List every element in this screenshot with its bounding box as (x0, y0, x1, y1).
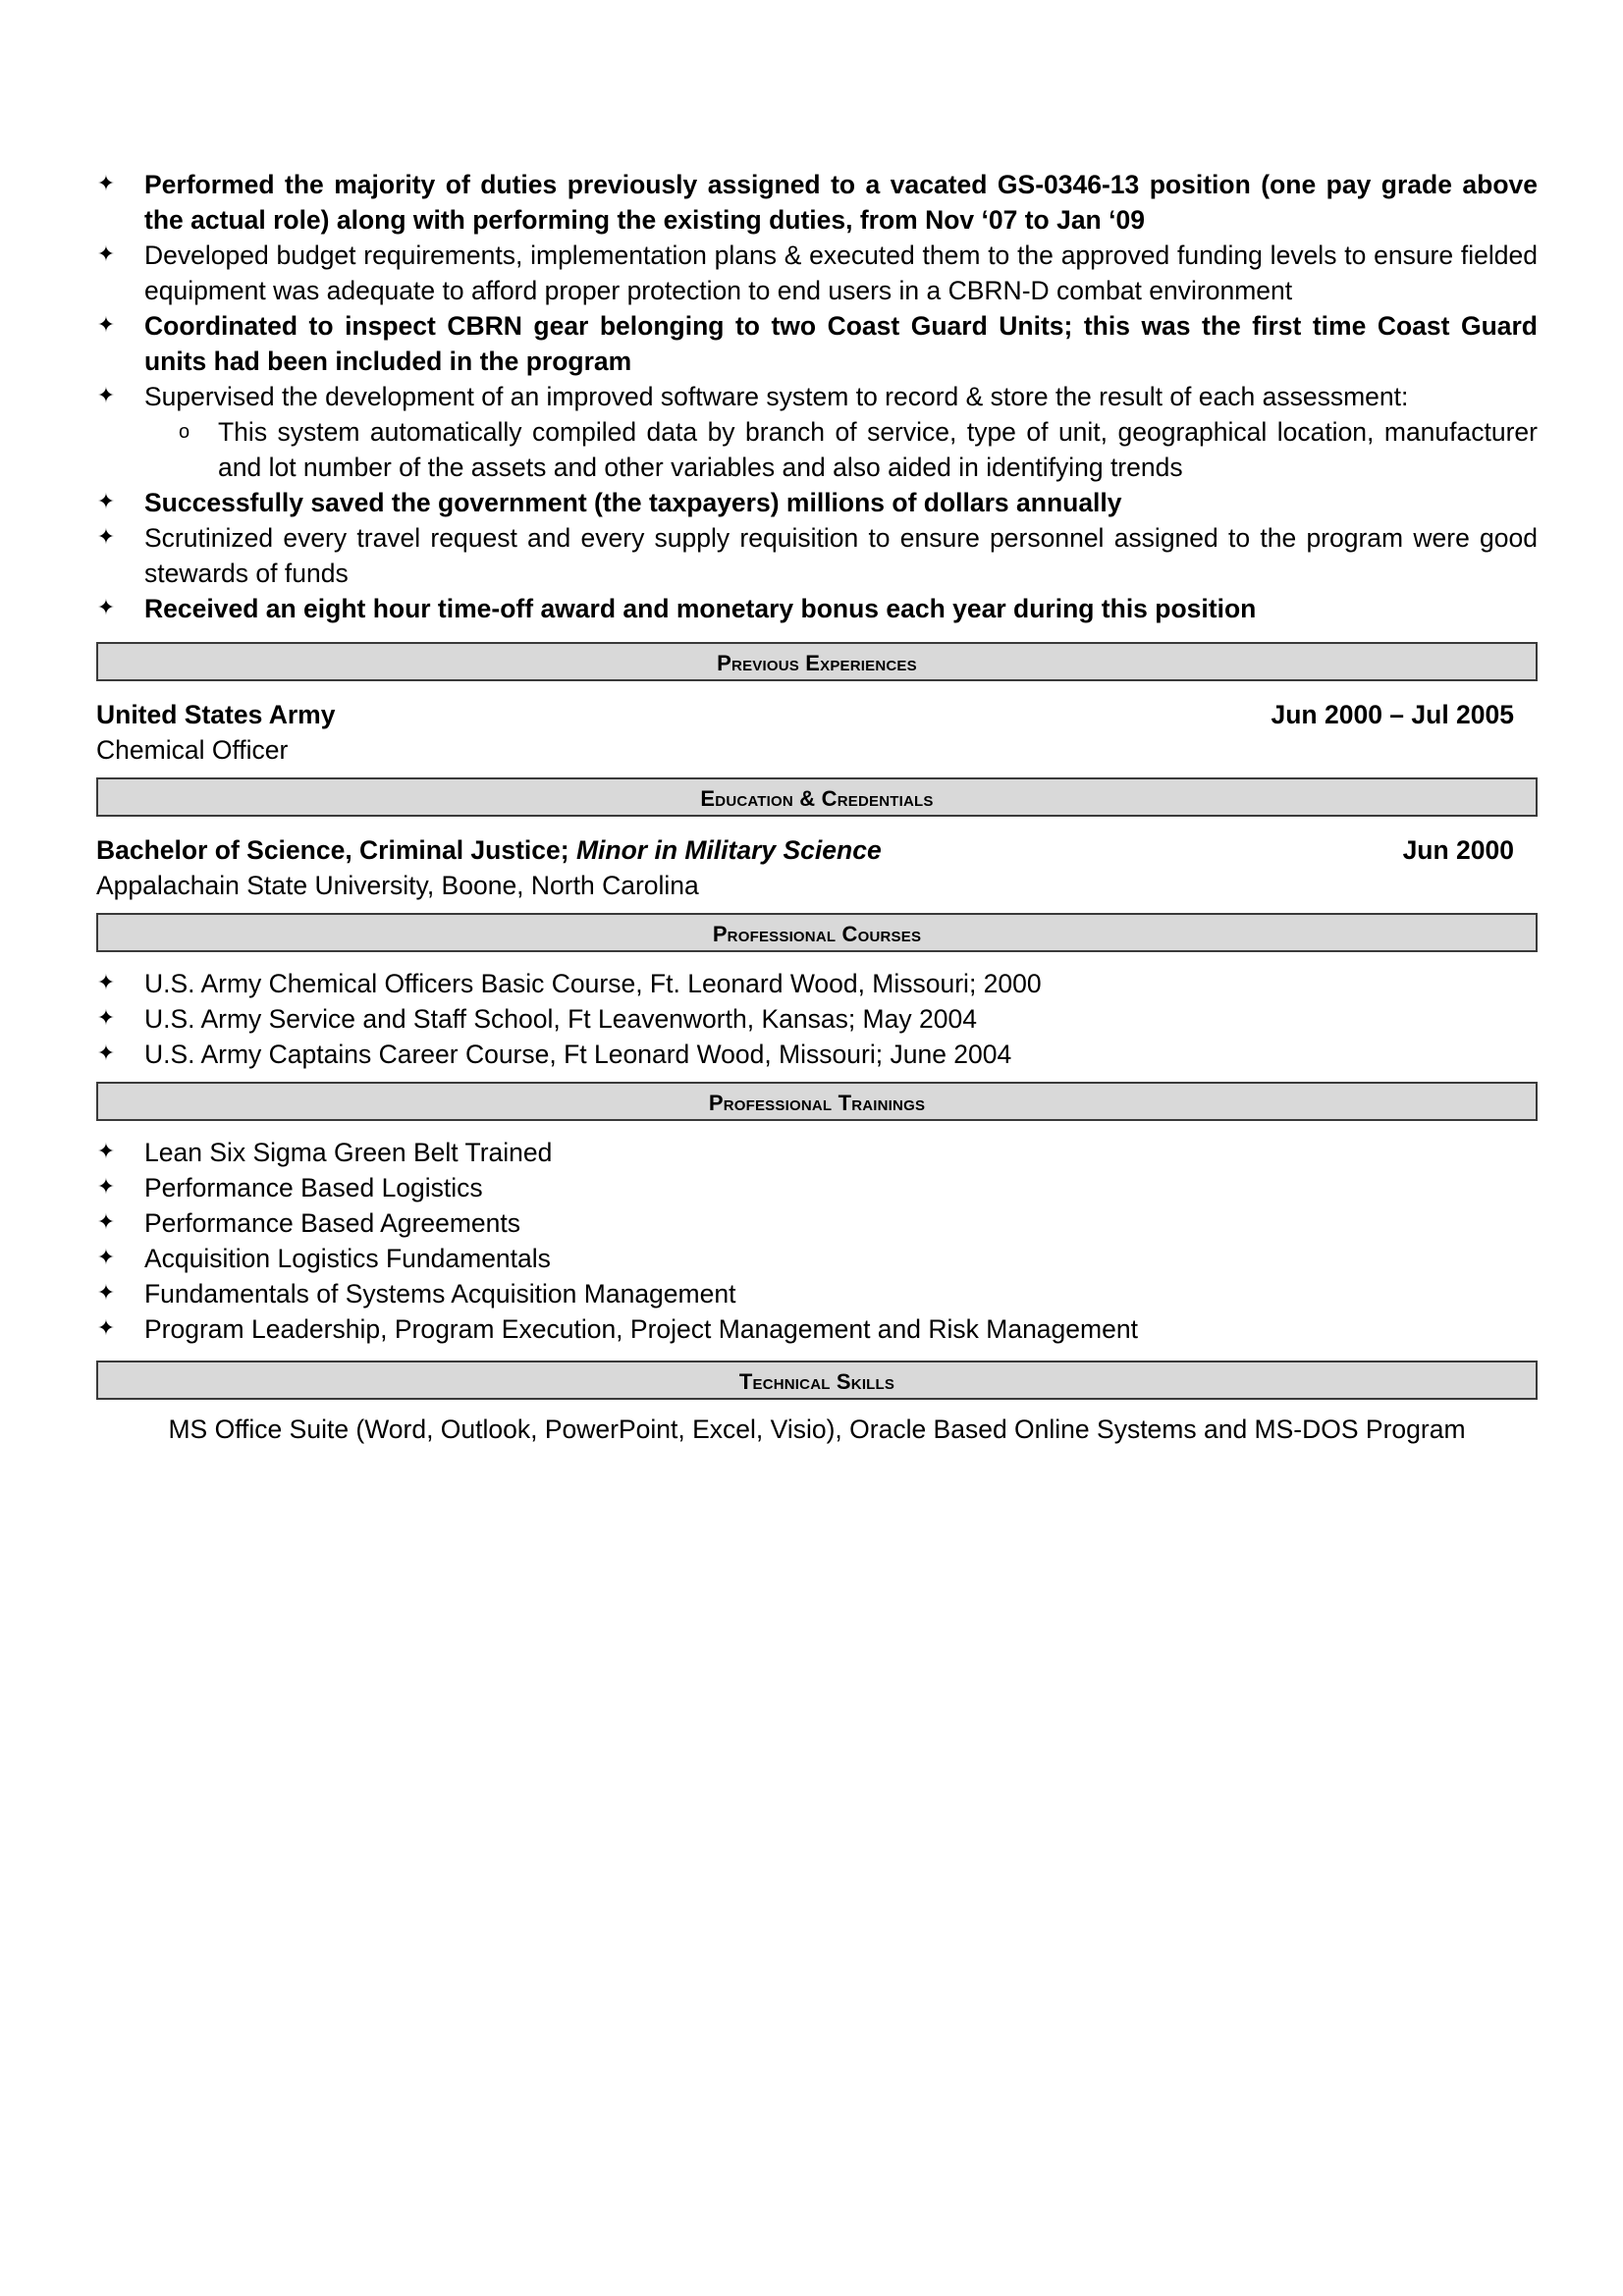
section-header-professional-courses (96, 913, 1538, 952)
course-item (96, 1001, 1538, 1037)
course-text: U.S. Army Captains Career Course, Ft Leonard Wood, Missouri; June 2004 (144, 1040, 1012, 1069)
four-point-star-bullet-icon: ✦ (96, 1175, 116, 1200)
training-text: Fundamentals of Systems Acquisition Management (144, 1279, 736, 1308)
achievement-text: Successfully saved the government (the taxpayers) millions of dollars annually (144, 488, 1122, 517)
four-point-star-bullet-icon: ✦ (96, 384, 116, 408)
achievement-item (96, 485, 1538, 520)
achievement-text: Scrutinized every travel request and every supply requisition to ensure personnel assigned to the program were good stewards of funds (144, 523, 1538, 588)
four-point-star-bullet-icon: ✦ (96, 490, 116, 514)
achievement-item (96, 591, 1538, 626)
achievement-item (96, 238, 1538, 308)
degree-line (96, 832, 882, 868)
section-header-technical-skills (96, 1361, 1538, 1400)
achievements-list (96, 167, 1538, 414)
four-point-star-bullet-icon: ✦ (96, 525, 116, 550)
achievement-text: Received an eight hour time-off award and monetary bonus each year during this position (144, 594, 1257, 623)
training-text: Performance Based Logistics (144, 1173, 483, 1202)
four-point-star-bullet-icon: ✦ (96, 172, 116, 196)
four-point-star-bullet-icon: ✦ (96, 596, 116, 620)
experience-entry (96, 697, 1538, 768)
circle-bullet-icon: o (179, 421, 190, 443)
course-item (96, 1037, 1538, 1072)
achievement-item (96, 379, 1538, 414)
training-text: Performance Based Agreements (144, 1208, 520, 1238)
course-text: U.S. Army Service and Staff School, Ft Leavenworth, Kansas; May 2004 (144, 1004, 977, 1034)
training-item (96, 1170, 1538, 1205)
employer-name: United States Army (96, 700, 336, 729)
job-role: Chemical Officer (96, 735, 289, 765)
school-name: Appalachain State University, Boone, North Carolina (96, 871, 699, 900)
technical-skills-text: MS Office Suite (Word, Outlook, PowerPoint, Excel, Visio), Oracle Based Online Systems and MS-DOS Program (168, 1415, 1466, 1444)
graduation-date: Jun 2000 (1402, 835, 1514, 865)
sub-bullet-text: This system automatically compiled data by branch of service, type of unit, geographical location, manufacturer and lot number of the assets and other variables and also aided in identifying trends (218, 417, 1538, 482)
four-point-star-bullet-icon: ✦ (96, 971, 116, 995)
training-text: Program Leadership, Program Execution, Project Management and Risk Management (144, 1314, 1138, 1344)
section-header-professional-trainings (96, 1082, 1538, 1121)
courses-list (96, 966, 1538, 1072)
resume-page (96, 167, 1538, 1447)
four-point-star-bullet-icon: ✦ (96, 242, 116, 267)
section-title: Technical Skills (738, 1369, 895, 1394)
trainings-list (96, 1135, 1538, 1347)
section-title: Previous Experiences (717, 651, 917, 675)
four-point-star-bullet-icon: ✦ (96, 1041, 116, 1066)
training-item (96, 1205, 1538, 1241)
achievements-list-continued (96, 485, 1538, 626)
achievement-text: Supervised the development of an improved software system to record & store the result of each assessment: (144, 382, 1409, 411)
four-point-star-bullet-icon: ✦ (96, 1246, 116, 1270)
section-header-previous-experiences (96, 642, 1538, 681)
section-title: Education & Credentials (700, 786, 934, 811)
sub-bullet-item (96, 414, 1538, 485)
four-point-star-bullet-icon: ✦ (96, 1316, 116, 1341)
training-item (96, 1311, 1538, 1347)
achievement-item (96, 308, 1538, 379)
four-point-star-bullet-icon: ✦ (96, 313, 116, 338)
achievement-item (96, 167, 1538, 238)
training-item (96, 1135, 1538, 1170)
four-point-star-bullet-icon: ✦ (96, 1281, 116, 1306)
four-point-star-bullet-icon: ✦ (96, 1210, 116, 1235)
training-text: Lean Six Sigma Green Belt Trained (144, 1138, 553, 1167)
education-header-row (96, 832, 1538, 868)
training-text: Acquisition Logistics Fundamentals (144, 1244, 551, 1273)
achievement-text: Developed budget requirements, implementation plans & executed them to the approved funding levels to ensure fielded equipment was adequate to afford proper protection to end users in a CBRN-D combat environment (144, 240, 1538, 305)
course-item (96, 966, 1538, 1001)
achievement-text: Coordinated to inspect CBRN gear belonging to two Coast Guard Units; this was the first time Coast Guard units had been included in the program (144, 311, 1538, 376)
course-text: U.S. Army Chemical Officers Basic Course, Ft. Leonard Wood, Missouri; 2000 (144, 969, 1042, 998)
section-title: Professional Trainings (708, 1091, 926, 1115)
employment-dates: Jun 2000 – Jul 2005 (1271, 700, 1514, 729)
section-header-education (96, 777, 1538, 817)
minor-name: Minor in Military Science (575, 835, 882, 865)
achievement-item (96, 520, 1538, 591)
experience-header-row (96, 697, 1538, 732)
training-item (96, 1241, 1538, 1276)
achievement-text: Performed the majority of duties previously assigned to a vacated GS-0346-13 position (one pay grade above the actual role) along with performing the existing duties, from Nov ‘07 to Jan ‘09 (144, 170, 1538, 235)
section-title: Professional Courses (712, 922, 922, 946)
degree-name: Bachelor of Science, Criminal Justice; (96, 835, 569, 865)
four-point-star-bullet-icon: ✦ (96, 1006, 116, 1031)
training-item (96, 1276, 1538, 1311)
sub-bullet-list (96, 414, 1538, 485)
four-point-star-bullet-icon: ✦ (96, 1140, 116, 1164)
education-entry (96, 832, 1538, 903)
